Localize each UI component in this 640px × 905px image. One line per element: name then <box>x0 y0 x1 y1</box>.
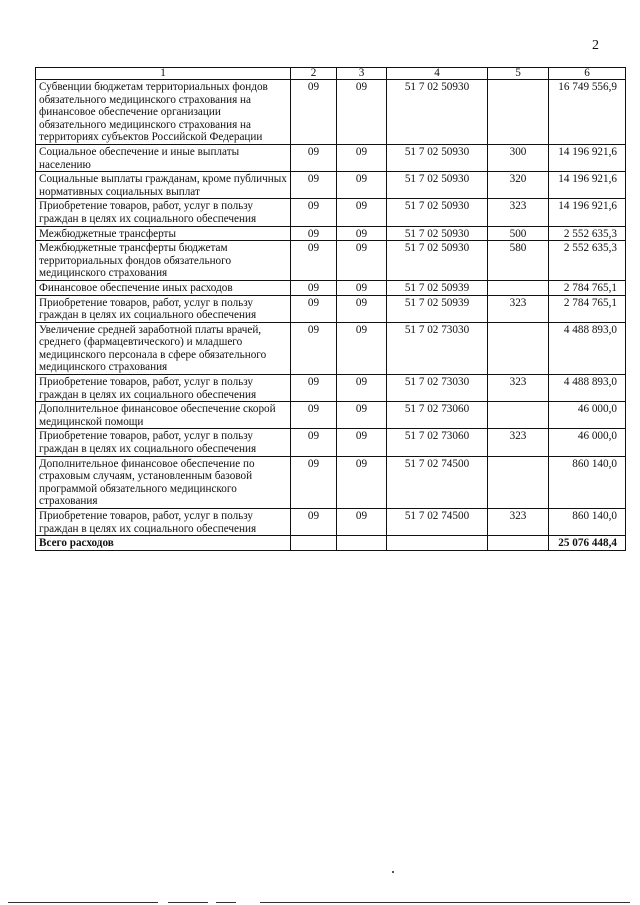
row-expense-type-cell: 500 <box>488 226 549 241</box>
total-empty-cell <box>337 536 387 551</box>
row-expense-type-cell <box>488 80 549 145</box>
row-section-cell: 09 <box>291 172 337 199</box>
row-expense-type-cell: 323 <box>488 199 549 226</box>
table-row <box>36 322 626 374</box>
row-target-article-cell: 51 7 02 74500 <box>387 456 488 508</box>
row-expense-type-cell: 320 <box>488 172 549 199</box>
row-name-cell: Приобретение товаров, работ, услуг в пользу граждан в целях их социального обеспечения <box>36 509 291 536</box>
table-row <box>36 295 626 322</box>
table-row <box>36 456 626 508</box>
row-amount-cell: 2 784 765,1 <box>549 295 626 322</box>
row-section-cell: 09 <box>291 456 337 508</box>
row-subsection-cell: 09 <box>337 199 387 226</box>
row-subsection-cell: 09 <box>337 295 387 322</box>
table-row <box>36 241 626 281</box>
row-expense-type-cell: 323 <box>488 375 549 402</box>
row-amount-cell: 4 488 893,0 <box>549 375 626 402</box>
row-target-article-cell: 51 7 02 50930 <box>387 80 488 145</box>
row-section-cell: 09 <box>291 322 337 374</box>
row-expense-type-cell: 300 <box>488 144 549 171</box>
row-section-cell: 09 <box>291 509 337 536</box>
row-name-cell: Социальные выплаты гражданам, кроме публичных нормативных социальных выплат <box>36 172 291 199</box>
table-row <box>36 80 626 145</box>
row-target-article-cell: 51 7 02 50930 <box>387 172 488 199</box>
row-section-cell: 09 <box>291 226 337 241</box>
row-expense-type-cell <box>488 280 549 295</box>
row-target-article-cell: 51 7 02 73060 <box>387 402 488 429</box>
column-number-6: 6 <box>549 68 626 80</box>
row-amount-cell: 4 488 893,0 <box>549 322 626 374</box>
row-target-article-cell: 51 7 02 73060 <box>387 429 488 456</box>
row-section-cell: 09 <box>291 375 337 402</box>
row-subsection-cell: 09 <box>337 322 387 374</box>
row-amount-cell: 16 749 556,9 <box>549 80 626 145</box>
table-row <box>36 509 626 536</box>
row-amount-cell: 46 000,0 <box>549 402 626 429</box>
row-amount-cell: 14 196 921,6 <box>549 144 626 171</box>
row-section-cell: 09 <box>291 199 337 226</box>
row-section-cell: 09 <box>291 402 337 429</box>
row-target-article-cell: 51 7 02 50939 <box>387 295 488 322</box>
row-target-article-cell: 51 7 02 50930 <box>387 241 488 281</box>
row-subsection-cell: 09 <box>337 402 387 429</box>
row-expense-type-cell: 323 <box>488 295 549 322</box>
row-name-cell: Финансовое обеспечение иных расходов <box>36 280 291 295</box>
column-number-4: 4 <box>387 68 488 80</box>
row-amount-cell: 2 784 765,1 <box>549 280 626 295</box>
table-row <box>36 402 626 429</box>
total-amount: 25 076 448,4 <box>549 536 626 551</box>
table-row <box>36 144 626 171</box>
table-row <box>36 226 626 241</box>
row-subsection-cell: 09 <box>337 241 387 281</box>
row-expense-type-cell: 323 <box>488 509 549 536</box>
expenditure-table <box>35 67 626 551</box>
row-subsection-cell: 09 <box>337 280 387 295</box>
row-name-cell: Дополнительное финансовое обеспечение по страховым случаям, установленным базовой программой обязательного медицинского страхования <box>36 456 291 508</box>
row-amount-cell: 14 196 921,6 <box>549 199 626 226</box>
row-expense-type-cell <box>488 456 549 508</box>
row-section-cell: 09 <box>291 429 337 456</box>
row-section-cell: 09 <box>291 280 337 295</box>
row-target-article-cell: 51 7 02 50939 <box>387 280 488 295</box>
row-subsection-cell: 09 <box>337 375 387 402</box>
row-name-cell: Приобретение товаров, работ, услуг в пользу граждан в целях их социального обеспечения <box>36 199 291 226</box>
row-expense-type-cell: 580 <box>488 241 549 281</box>
table-row <box>36 172 626 199</box>
row-name-cell: Приобретение товаров, работ, услуг в пользу граждан в целях их социального обеспечения <box>36 375 291 402</box>
row-name-cell: Приобретение товаров, работ, услуг в пользу граждан в целях их социального обеспечения <box>36 429 291 456</box>
row-section-cell: 09 <box>291 295 337 322</box>
row-section-cell: 09 <box>291 144 337 171</box>
row-name-cell: Межбюджетные трансферты <box>36 226 291 241</box>
scan-artifact-line <box>8 902 158 903</box>
column-number-3: 3 <box>337 68 387 80</box>
row-subsection-cell: 09 <box>337 144 387 171</box>
row-name-cell: Социальное обеспечение и иные выплаты населению <box>36 144 291 171</box>
row-name-cell: Приобретение товаров, работ, услуг в пользу граждан в целях их социального обеспечения <box>36 295 291 322</box>
row-subsection-cell: 09 <box>337 80 387 145</box>
row-amount-cell: 860 140,0 <box>549 456 626 508</box>
column-number-row <box>36 68 626 80</box>
row-target-article-cell: 51 7 02 50930 <box>387 199 488 226</box>
row-name-cell: Межбюджетные трансферты бюджетам территориальных фондов обязательного медицинского страхования <box>36 241 291 281</box>
total-empty-cell <box>387 536 488 551</box>
row-expense-type-cell: 323 <box>488 429 549 456</box>
row-name-cell: Увеличение средней заработной платы врачей, среднего (фармацевтического) и младшего медицинского персонала в сфере обязательного медицинского страхования <box>36 322 291 374</box>
total-empty-cell <box>291 536 337 551</box>
row-target-article-cell: 51 7 02 73030 <box>387 322 488 374</box>
total-empty-cell <box>488 536 549 551</box>
table-row <box>36 199 626 226</box>
row-subsection-cell: 09 <box>337 172 387 199</box>
column-number-5: 5 <box>488 68 549 80</box>
table-row <box>36 280 626 295</box>
row-subsection-cell: 09 <box>337 226 387 241</box>
row-name-cell: Дополнительное финансовое обеспечение скорой медицинской помощи <box>36 402 291 429</box>
row-subsection-cell: 09 <box>337 429 387 456</box>
row-target-article-cell: 51 7 02 50930 <box>387 144 488 171</box>
row-amount-cell: 860 140,0 <box>549 509 626 536</box>
row-section-cell: 09 <box>291 80 337 145</box>
total-row <box>36 536 626 551</box>
row-amount-cell: 2 552 635,3 <box>549 226 626 241</box>
scan-artifact-dot <box>392 871 394 873</box>
scan-artifact-line <box>260 902 630 903</box>
row-subsection-cell: 09 <box>337 509 387 536</box>
page-number: 2 <box>592 38 599 53</box>
row-amount-cell: 2 552 635,3 <box>549 241 626 281</box>
total-label: Всего расходов <box>36 536 291 551</box>
row-name-cell: Субвенции бюджетам территориальных фондов обязательного медицинского страхования на финансовое обеспечение организации обязательного медицинского страхования на территориях субъектов Российской Федерации <box>36 80 291 145</box>
row-amount-cell: 46 000,0 <box>549 429 626 456</box>
row-expense-type-cell <box>488 322 549 374</box>
row-subsection-cell: 09 <box>337 456 387 508</box>
row-section-cell: 09 <box>291 241 337 281</box>
row-amount-cell: 14 196 921,6 <box>549 172 626 199</box>
row-target-article-cell: 51 7 02 50930 <box>387 226 488 241</box>
row-target-article-cell: 51 7 02 73030 <box>387 375 488 402</box>
column-number-2: 2 <box>291 68 337 80</box>
scan-artifact-line <box>168 902 208 903</box>
table-row <box>36 429 626 456</box>
row-target-article-cell: 51 7 02 74500 <box>387 509 488 536</box>
scan-artifact-line <box>216 902 236 903</box>
row-expense-type-cell <box>488 402 549 429</box>
column-number-1: 1 <box>36 68 291 80</box>
table-row <box>36 375 626 402</box>
